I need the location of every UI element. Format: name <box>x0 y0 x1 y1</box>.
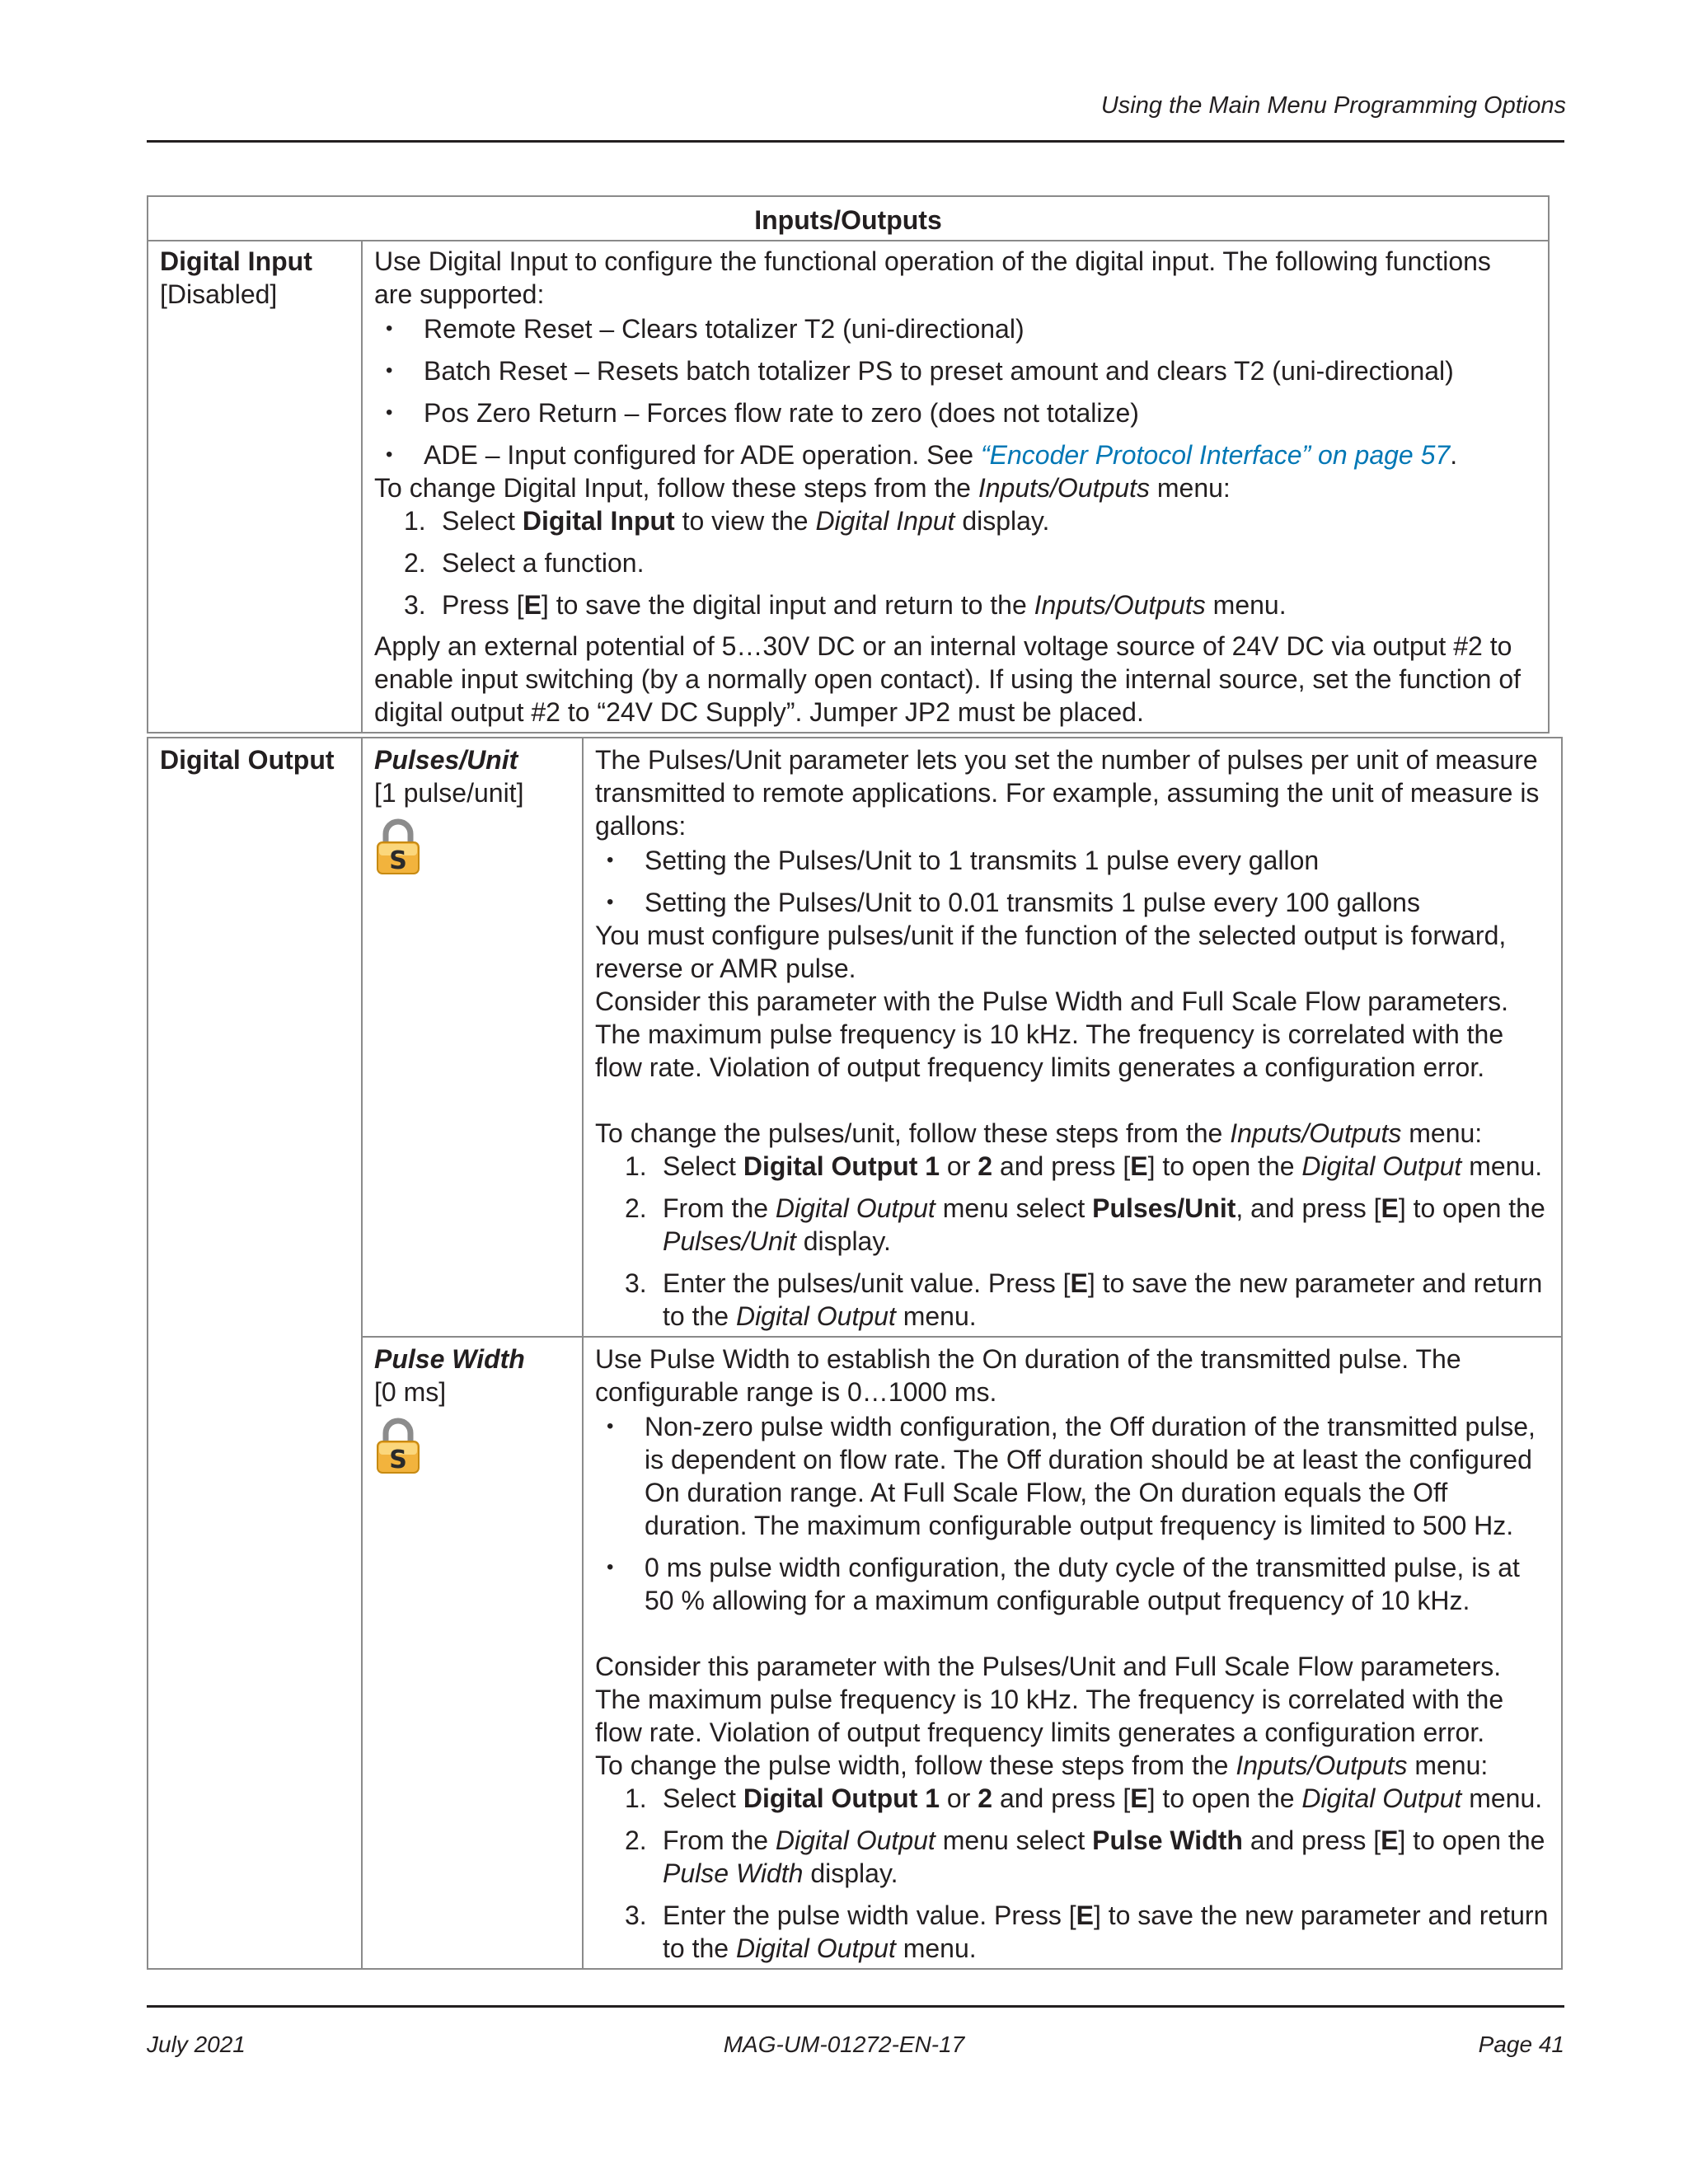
footer-doc-id: MAG-UM-01272-EN-17 <box>723 2032 965 2057</box>
text: Pulse Width <box>1092 1825 1243 1855</box>
digital-input-steps <box>374 504 1536 621</box>
text: Pulses/Unit <box>1092 1193 1236 1223</box>
text: ] to open the <box>1398 1193 1545 1223</box>
text: To change the pulses/unit, follow these steps from the <box>595 1118 1231 1148</box>
footer-date: July 2021 <box>147 2032 246 2057</box>
digital-input-functions-list <box>374 312 1536 471</box>
text: Digital Output <box>775 1825 935 1855</box>
step-number: 3. <box>404 590 426 620</box>
list-item <box>374 588 1536 621</box>
text: menu: <box>1407 1750 1489 1780</box>
step-number: 1. <box>404 506 426 536</box>
text: , and press [ <box>1236 1193 1381 1223</box>
step-number: 1. <box>625 1151 647 1181</box>
list-item <box>595 1192 1550 1258</box>
text: Digital Output <box>775 1193 935 1223</box>
pulses-unit-para1: You must configure pulses/unit if the function of the selected output is forward, reverse or AMR pulse. <box>595 921 1507 983</box>
pulse-width-config-list <box>595 1410 1550 1617</box>
text: menu. <box>1205 590 1287 620</box>
step-number: 2. <box>625 1193 647 1223</box>
table-title: Inputs/Outputs <box>148 196 1549 241</box>
step-number: 2. <box>625 1825 647 1855</box>
text: 2 <box>978 1151 993 1181</box>
menu-ref: Inputs/Outputs <box>1236 1750 1408 1780</box>
step-number: 3. <box>625 1900 647 1930</box>
text: ] to open the <box>1147 1783 1302 1813</box>
text: and press [ <box>992 1151 1131 1181</box>
text: Select <box>442 506 523 536</box>
pulse-width-description <box>583 1337 1562 1969</box>
text: menu: <box>1401 1118 1483 1148</box>
list-item <box>595 1899 1550 1965</box>
text: to view the <box>674 506 816 536</box>
lock-letter: S <box>389 1446 407 1474</box>
text: or <box>940 1151 978 1181</box>
text: display. <box>795 1226 891 1256</box>
encoder-protocol-link[interactable]: “Encoder Protocol Interface” on page 57 <box>980 440 1451 470</box>
text: menu select <box>935 1193 1093 1223</box>
list-item: • Remote Reset – Clears totalizer T2 (uni-directional) <box>374 312 1536 345</box>
digital-input-label-cell <box>148 241 362 733</box>
digital-input-intro: Use Digital Input to configure the functional operation of the digital input. The following functions are supported: <box>374 246 1491 309</box>
text: Digital Output <box>1301 1783 1462 1813</box>
text: From the <box>663 1193 776 1223</box>
header-rule <box>147 140 1564 143</box>
text: From the <box>663 1825 776 1855</box>
pulses-unit-steps <box>595 1150 1550 1333</box>
list-item: • Pos Zero Return – Forces flow rate to zero (does not totalize) <box>374 396 1536 429</box>
text: Press [ <box>442 590 524 620</box>
text: Select <box>663 1151 743 1181</box>
text: Digital Output <box>735 1933 896 1963</box>
key: E <box>1130 1151 1148 1181</box>
footer-page-number: Page 41 <box>1478 2032 1564 2057</box>
page-header: Using the Main Menu Programming Options <box>1100 92 1566 119</box>
text: Digital Output <box>735 1301 896 1331</box>
pulses-unit-intro: The Pulses/Unit parameter lets you set the number of pulses per unit of measure transmitted to remote applications. For example, assuming the unit of measure is gallons: <box>595 745 1540 841</box>
step-number: 1. <box>625 1783 647 1813</box>
text: ] to open the <box>1147 1151 1302 1181</box>
text: menu. <box>1461 1151 1543 1181</box>
menu-ref: Inputs/Outputs <box>1230 1118 1402 1148</box>
pulses-unit-label-cell <box>362 738 583 1337</box>
text: menu. <box>895 1933 977 1963</box>
list-item: • Batch Reset – Resets batch totalizer PS to preset amount and clears T2 (uni-directional) <box>374 354 1536 387</box>
pulses-unit-examples-list <box>595 844 1550 919</box>
text: Enter the pulses/unit value. Press [ <box>663 1268 1071 1298</box>
key: E <box>1070 1268 1088 1298</box>
footer-rule <box>147 2005 1564 2008</box>
security-lock-icon <box>374 818 422 875</box>
text: menu select <box>935 1825 1093 1855</box>
pulse-width-label-cell <box>362 1337 583 1969</box>
digital-input-name: Digital Input <box>160 246 312 276</box>
list-item <box>595 1824 1550 1890</box>
table-row <box>148 241 1549 733</box>
text: display. <box>803 1858 898 1888</box>
list-item <box>374 504 1536 537</box>
key: E <box>1130 1783 1148 1813</box>
pulse-width-para1: Consider this parameter with the Pulses/Unit and Full Scale Flow parameters. The maximum pulse frequency is 10 kHz. The frequency is correlated with the flow rate. Violation of output frequency limits generates a configuration error. <box>595 1652 1504 1747</box>
pulse-width-default: [0 ms] <box>374 1377 447 1407</box>
text: To change the pulse width, follow these steps from the <box>595 1750 1236 1780</box>
security-lock-icon <box>374 1417 422 1474</box>
key: E <box>1381 1825 1399 1855</box>
key: E <box>1381 1193 1399 1223</box>
text: Select <box>663 1783 743 1813</box>
digital-input-default: [Disabled] <box>160 279 278 309</box>
list-item: • Non-zero pulse width configuration, the Off duration of the transmitted pulse, is dependent on flow rate. The Off duration should be at least the configured On duration range. At Full Scale Flow, the On duration equals the Off duration. The maximum configurable output frequency is limited to 500 Hz. <box>595 1410 1550 1542</box>
digital-output-name: Digital Output <box>160 745 335 775</box>
key: E <box>523 590 542 620</box>
text: menu. <box>1461 1783 1543 1813</box>
spacer <box>595 1617 1550 1650</box>
list-item <box>374 438 1536 471</box>
list-item: • Setting the Pulses/Unit to 1 transmits 1 pulse every gallon <box>595 844 1550 877</box>
text: Enter the pulse width value. Press [ <box>663 1900 1076 1930</box>
text: To change Digital Input, follow these steps from the <box>374 473 978 503</box>
step-number: 3. <box>625 1268 647 1298</box>
text: Inputs/Outputs <box>1034 590 1206 620</box>
text: Digital Output 1 <box>743 1151 940 1181</box>
digital-output-table <box>147 737 1563 1970</box>
text: menu: <box>1149 473 1231 503</box>
pulse-width-name: Pulse Width <box>374 1344 525 1374</box>
list-item <box>595 1782 1550 1815</box>
digital-input-note: Apply an external potential of 5…30V DC or an internal voltage source of 24V DC via output #2 to enable input switching (by a normally open contact). If using the internal source, set the function of digital output #2 to “24V DC Supply”. Jumper JP2 must be placed. <box>374 631 1522 727</box>
list-item <box>374 546 1536 579</box>
text: ] to save the new parameter and return to the <box>663 1268 1543 1331</box>
step-number: 2. <box>404 548 426 578</box>
text: 2 <box>978 1783 993 1813</box>
list-item: • 0 ms pulse width configuration, the duty cycle of the transmitted pulse, is at 50 % allowing for a maximum configurable output frequency of 10 kHz. <box>595 1551 1550 1617</box>
pulses-unit-name: Pulses/Unit <box>374 745 518 775</box>
pulses-unit-change-intro <box>595 1117 1550 1150</box>
text: Select a function. <box>442 548 645 578</box>
text: display. <box>954 506 1050 536</box>
text: and press [ <box>1242 1825 1381 1855</box>
list-item: • Setting the Pulses/Unit to 0.01 transmits 1 pulse every 100 gallons <box>595 886 1550 919</box>
text: or <box>940 1783 978 1813</box>
inputs-outputs-table <box>147 195 1550 733</box>
text: ] to save the digital input and return to the <box>541 590 1034 620</box>
lock-letter: S <box>389 846 407 875</box>
text: Digital Input <box>522 506 675 536</box>
key: E <box>1076 1900 1094 1930</box>
pulses-unit-para2: Consider this parameter with the Pulse Width and Full Scale Flow parameters. The maximum pulse frequency is 10 kHz. The frequency is correlated with the flow rate. Violation of output frequency limits generates a configuration error. <box>595 987 1509 1082</box>
ade-text: ADE – Input configured for ADE operation. See <box>424 440 981 470</box>
list-item <box>595 1267 1550 1333</box>
text: Pulse Width <box>663 1858 804 1888</box>
digital-input-description <box>362 241 1549 733</box>
table-row <box>148 738 1562 1337</box>
pulse-width-steps <box>595 1782 1550 1965</box>
text: Digital Output <box>1301 1151 1462 1181</box>
spacer <box>595 1084 1550 1117</box>
text: Digital Input <box>815 506 955 536</box>
digital-output-label-cell <box>148 738 362 1969</box>
menu-ref: Inputs/Outputs <box>978 473 1150 503</box>
ade-end: . <box>1450 440 1458 470</box>
text: ] to open the <box>1398 1825 1545 1855</box>
pulses-unit-default: [1 pulse/unit] <box>374 778 524 808</box>
text: ] to save the new parameter and return to the <box>663 1900 1549 1963</box>
pulse-width-intro: Use Pulse Width to establish the On duration of the transmitted pulse. The configurable range is 0…1000 ms. <box>595 1344 1461 1407</box>
text: and press [ <box>992 1783 1131 1813</box>
text: Pulses/Unit <box>663 1226 796 1256</box>
pulses-unit-description <box>583 738 1562 1337</box>
digital-input-change-intro <box>374 471 1536 504</box>
text: menu. <box>895 1301 977 1331</box>
list-item <box>595 1150 1550 1183</box>
text: Digital Output 1 <box>743 1783 940 1813</box>
pulse-width-change-intro <box>595 1749 1550 1782</box>
